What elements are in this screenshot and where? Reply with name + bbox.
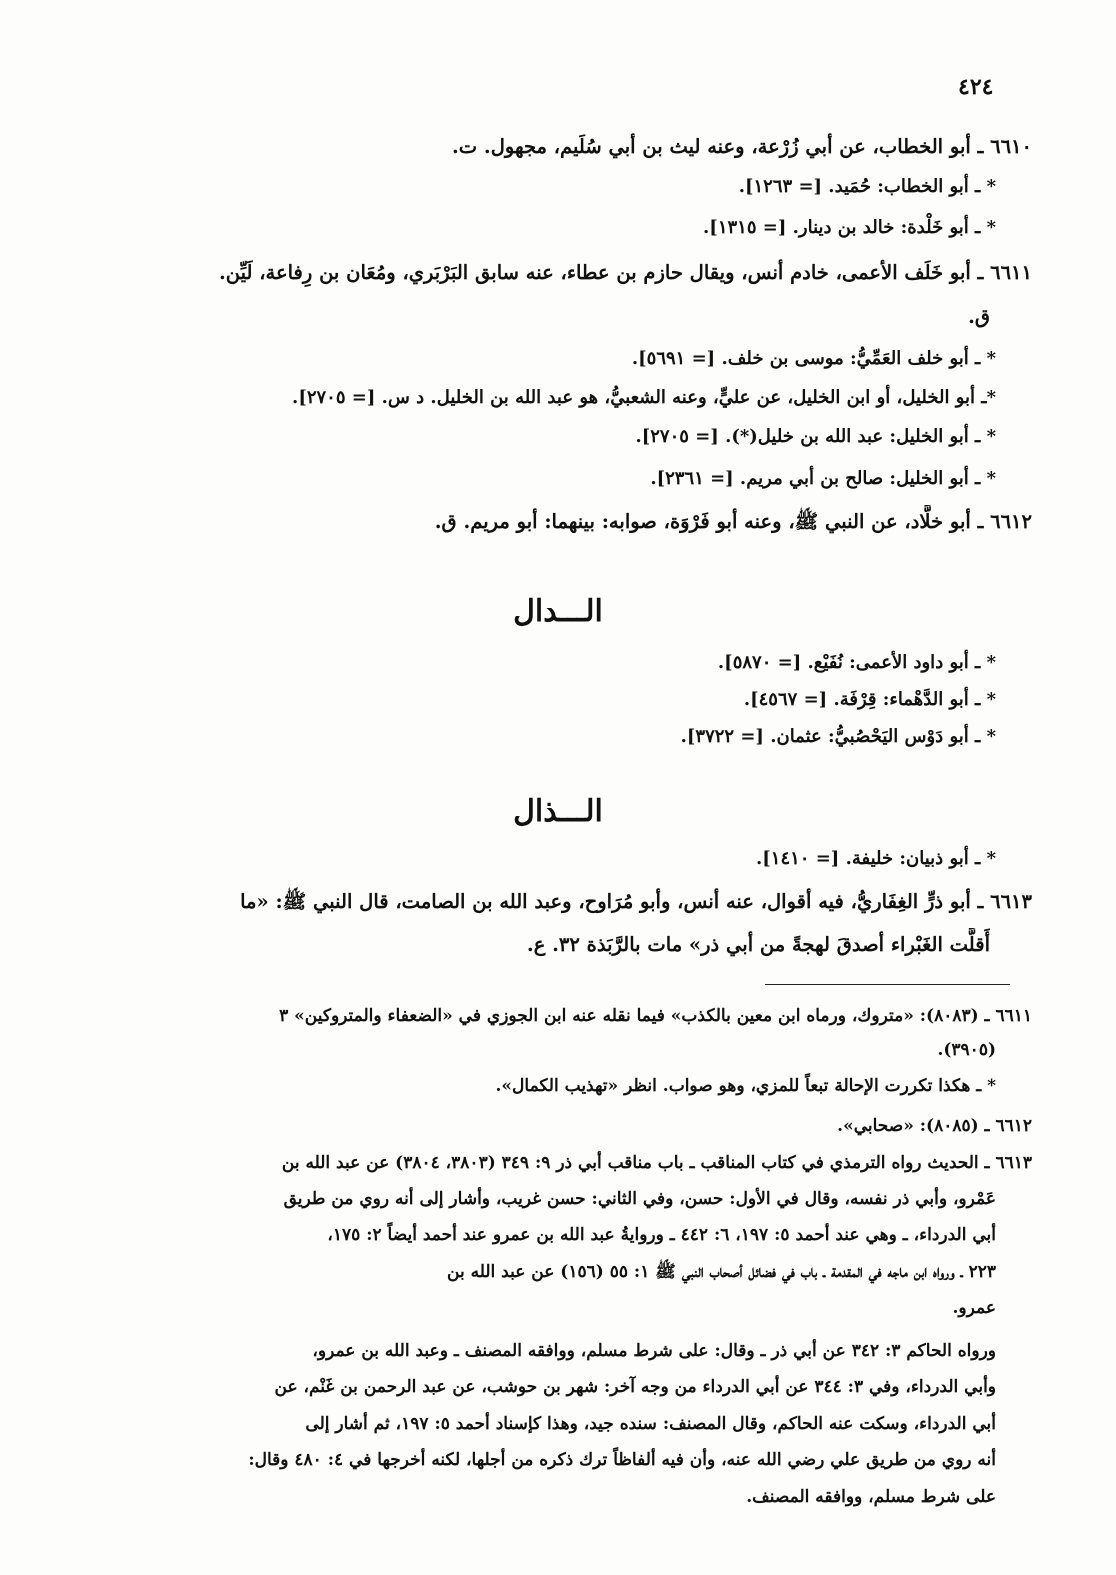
entry-6610: ٦٦١٠ ـ أبو الخطاب، عن أبي زُرْعة، وعنه ليث بن أبي سُلَيم، مجهول. ت. — [451, 135, 1032, 158]
entry-6612: ٦٦١٢ ـ أبو خلَّاد، عن النبي ﷺ، وعنه أبو فَرْوَة، صوابه: بينهما: أبو مريم. ق. — [434, 510, 1032, 533]
footnote-separator — [765, 984, 1010, 985]
entry-6611: ٦٦١١ ـ أبو خَلَف الأعمى، خادم أنس، ويقال حازم بن عطاء، عنه سابق البَرْبَري، ومُعَان بن رِفاعة، لَيِّن. — [218, 261, 1032, 284]
footnote-continuation: ٢٢٣ ـ ورواه ابن ماجه في المقدمة ـ باب في فضائل أصحاب النبي ﷺ ١: ٥٥ (١٥٦) عن عبد الله بن — [447, 1262, 996, 1282]
footnote-continuation: عمرو. — [952, 1298, 996, 1318]
footnote-continuation: عَمْرو، وأبي ذر نفسه، وقال في الأول: حسن، وفي الثاني: حسن غريب، وأشار إلى أنه روي من طريق — [283, 1189, 996, 1209]
footnote-continuation: أبي الدرداء، وسكت عنه الحاكم، وقال المصنف: سنده جيد، وهذا كإسناد أحمد ٥: ١٩٧، ثم أشار إلى — [305, 1414, 996, 1434]
entry-6611-continuation: ق. — [968, 305, 990, 328]
footnote-continuation: على شرط مسلم، ووافقه المصنف. — [746, 1487, 996, 1507]
page-number: ٤٢٤ — [958, 74, 994, 100]
cross-ref-line: *ـ أبو الخليل، أو ابن الخليل، عن عليٍّ، وعنه الشعبيُّ، هو عبد الله بن الخليل. د س. [= ٢٧٠٥]. — [292, 387, 996, 408]
cross-ref-line: * ـ أبو خَلْدة: خالد بن دينار. [= ١٣١٥]. — [703, 217, 996, 238]
cross-ref-line: * ـ أبو الخطاب: حُمَيد. [= ١٢٦٣]. — [738, 176, 996, 197]
cross-ref-line: * ـ أبو خلف العَمِّيُّ: موسى بن خلف. [= ٥٦٩١]. — [631, 348, 996, 369]
cross-ref-line: * ـ أبو الدَّهْماء: قِرْفَة. [= ٤٥٦٧]. — [743, 689, 996, 710]
cross-ref-line: * ـ أبو دَوْس اليَحْصُبيُّ: عثمان. [= ٣٧٢٢]. — [680, 726, 996, 747]
cross-ref-line: * ـ أبو الخليل: عبد الله بن خليل(*). [= ٢٧٠٥]. — [635, 426, 996, 447]
footnote-6613: ٦٦١٣ ـ الحديث رواه الترمذي في كتاب المناقب ـ باب مناقب أبي ذر ٩: ٣٤٩ (٣٨٠٣، ٣٨٠٤) عن عبد الله بن — [281, 1153, 1032, 1173]
footnote-paragraph: ورواه الحاكم ٣: ٣٤٢ عن أبي ذر ـ وقال: على شرط مسلم، ووافقه المصنف ـ وعبد الله بن عمرو، — [312, 1341, 996, 1361]
cross-ref-line: * ـ أبو الخليل: صالح بن أبي مريم. [= ٢٣٦١]. — [650, 468, 996, 489]
section-heading-dhal: الـــذال — [513, 794, 603, 829]
footnote-6611: ٦٦١١ ـ (٨٠٨٣): «متروك، ورماه ابن معين بالكذب» فيما نقله عنه ابن الجوزي في «الضعفاء والمتروكين» ٣ — [279, 1006, 1032, 1026]
footnote-continuation: أبي الدرداء، ـ وهي عند أحمد ٥: ١٩٧، ٦: ٤٤٢ ـ وروايةُ عبد الله بن عمرو عند أحمد أيضاً ٢: ١٧٥، — [327, 1225, 996, 1245]
entry-6613-continuation: أَقلَّت الغَبْراء أصدقَ لهجةً من أبي ذر» مات بالرَّبَذة ٣٢. ع. — [526, 933, 990, 956]
cross-ref-line: * ـ أبو داود الأعمى: نُفَيْع. [= ٥٨٧٠]. — [717, 652, 996, 673]
footnote-continuation: أنه روي من طريق علي رضي الله عنه، وأن فيه ألفاظاً ترك ذكره من أجلها، لكنه أخرجها في ٤: ٤٨٠ وقال: — [248, 1450, 996, 1470]
footnote-6612: ٦٦١٢ ـ (٨٠٨٥): «صحابي». — [837, 1116, 1032, 1136]
entry-6613: ٦٦١٣ ـ أبو ذرٍّ الغِفَاريُّ، فيه أقوال، عنه أنس، وأبو مُرَاوح، وعبد الله بن الصامت، قال النبي ﷺ: «ما — [240, 890, 1032, 913]
footnote-continuation: (٣٩٠٥). — [937, 1040, 996, 1060]
footnote-continuation: وأبي الدرداء، وفي ٣: ٣٤٤ عن أبي الدرداء من وجه آخر: شهر بن حوشب، عن عبد الرحمن بن غَنْم، عن — [274, 1377, 996, 1397]
cross-ref-line: * ـ أبو ذبيان: خليفة. [= ١٤١٠]. — [755, 848, 996, 869]
section-heading-dal: الـــدال — [513, 594, 603, 629]
footnote-note: * ـ هكذا تكررت الإحالة تبعاً للمزي، وهو صواب. انظر «تهذيب الكمال». — [495, 1076, 996, 1096]
